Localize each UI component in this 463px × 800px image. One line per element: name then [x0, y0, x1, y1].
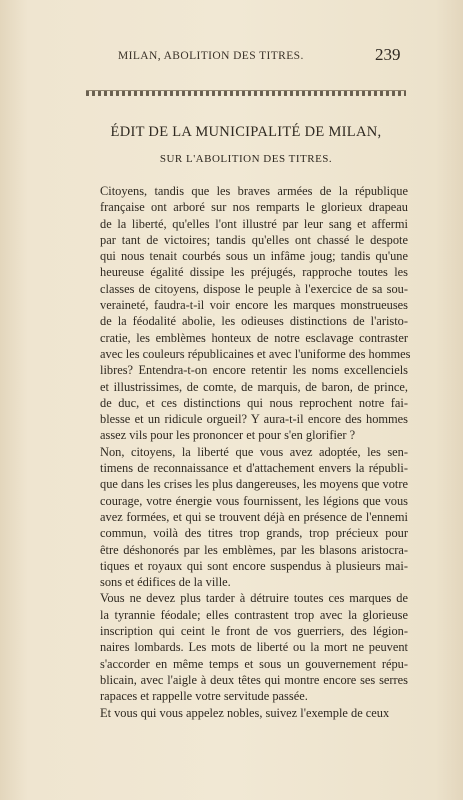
text-line: qui nous tenait courbés sous un infâme joug; tandis qu'une — [100, 249, 408, 264]
text-line: commun, voilà des titres trop grands, trop précieux pour — [100, 526, 408, 541]
ornamental-rule — [86, 90, 406, 96]
text-line: tiques et royaux qui sont encore suspendus à plusieurs mai- — [100, 558, 408, 573]
page-number: 239 — [375, 45, 401, 64]
text-line: heureuse égalité dissipe les préjugés, rapproche toutes les — [100, 265, 408, 280]
text-line: blesse et un ridicule orgueil? Y aura-t-il encore des hommes — [100, 412, 408, 427]
body-text — [86, 183, 411, 721]
text-line: timens de reconnaissance et d'attachement envers la républi- — [100, 461, 408, 476]
text-line: cratie, les emblèmes honteux de notre esclavage contraster — [100, 330, 408, 345]
edict-title: ÉDIT DE LA MUNICIPALITÉ DE MILAN, — [110, 124, 382, 140]
text-line: Non, citoyens, la liberté que vous avez adoptée, les sen- — [100, 444, 408, 459]
text-line: avec les couleurs républicaines et avec l'uniforme des hommes — [100, 346, 411, 361]
text-line: courage, votre énergie vous fournissent, les légions que vous — [100, 493, 408, 508]
text-line: par tant de victoires; tandis qu'elles ont chassé le despote — [100, 232, 408, 247]
text-line: Citoyens, tandis que les braves armées de la république — [100, 184, 408, 198]
paragraph-2 — [86, 444, 408, 591]
text-line: classes de citoyens, dispose le peuple à l'exercice de sa sou- — [100, 281, 408, 296]
text-line: libres? Entendra-t-on encore retentir les noms excellenciels — [100, 363, 408, 378]
text-line: la tyrannie féodale; elles contrastent trop avec la glorieuse — [100, 607, 408, 622]
text-line: veraineté, faudra-t-il voir encore les marques monstrueuses — [100, 298, 408, 313]
text-line: rapaces et rappelle votre servitude passée. — [100, 689, 308, 704]
text-line: Vous ne devez plus tarder à détruire toutes ces marques de — [100, 591, 408, 606]
text-line: blicain, avec l'aigle à deux têtes qui montre encore ses serres — [100, 672, 408, 687]
paragraph-4 — [86, 705, 408, 721]
text-line: naires lombards. Les mots de liberté ou la mort ne peuvent — [100, 640, 408, 655]
text-line: Et vous qui vous appelez nobles, suivez l'exemple de ceux — [100, 705, 390, 720]
text-line: s'accorder en même temps et sous un gouvernement répu- — [100, 656, 408, 671]
text-line: être déshonorés par les emblèmes, par les blasons aristocra- — [100, 542, 408, 557]
text-line: sons et édifices de la ville. — [100, 575, 231, 590]
text-line: que dans les crises les plus dangereuses, les moyens que votre — [100, 477, 408, 492]
text-line: de duc, et ces distinctions qui nous reprochent notre fai- — [100, 395, 408, 410]
paragraph-3 — [86, 590, 408, 704]
text-line: et illustrissimes, de comte, de marquis, de baron, de prince, — [100, 379, 408, 394]
running-head: MILAN, ABOLITION DES TITRES. — [118, 50, 304, 62]
edict-subtitle: SUR L'ABOLITION DES TITRES. — [159, 153, 333, 165]
text-line: de la féodalité abolie, les odieuses distinctions de l'aristo- — [100, 314, 408, 329]
text-line: avez formées, et qui se trouvent déjà en présence de l'ennemi — [100, 509, 408, 524]
text-line: française ont arboré sur nos remparts le glorieux drapeau — [100, 200, 408, 215]
text-line: inscription qui ceint le front de vos guerriers, des légion- — [100, 624, 408, 639]
text-line: de la liberté, qu'elles l'ont illustré par leur sang et affermi — [100, 216, 408, 231]
text-line: assez vils pour les prononcer et pour s'en glorifier ? — [100, 428, 356, 443]
paragraph-1 — [86, 183, 411, 444]
